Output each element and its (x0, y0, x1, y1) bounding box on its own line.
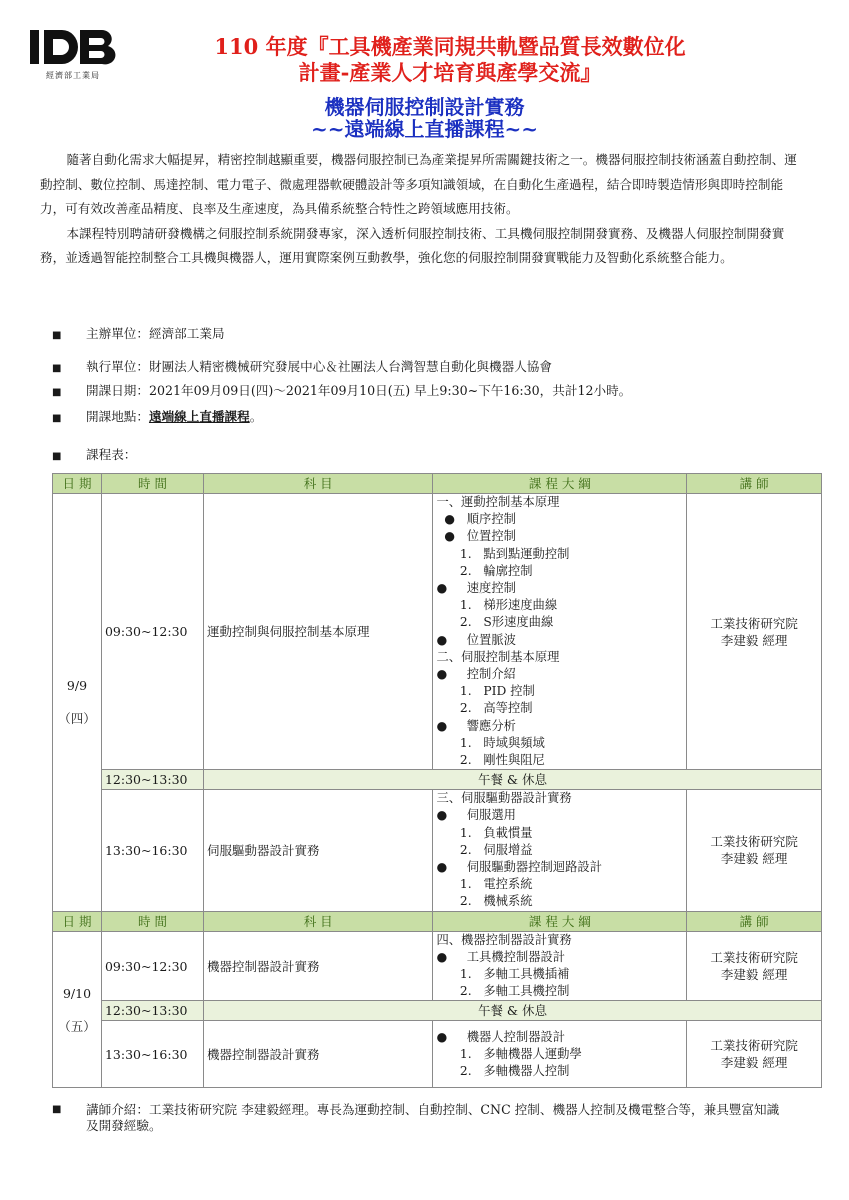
intro-paragraph-2: 本課程特別聘請研發機構之伺服控制系統開發專家，深入透析伺服控制技術、工具機伺服控制開發實務、及機器人伺服控制開發實務，並透過智能控制整合工具機與機器人，運用實際案例互動教學，強化您的伺服控制開發實戰能力及智動化系統整合能力。 (40, 225, 785, 265)
day1-date-cell (53, 494, 102, 912)
table-row (53, 1001, 822, 1021)
day1-s1-outline: 一、運動控制基本原理 ● 順序控制 ● 位置控制 1. 點到點運動控制 2. 輪廓控制 ● 速度控制 1. 梯形速度曲線 2. S形速度曲線 ● 位置脈波 二、伺服控制基本原理 ● 控制介紹 1. PID 控制 2. 高等控制 ● 響應分析 1. 時域與頻域 2. 剛性與阻尼 (433, 494, 687, 770)
day1-lunch-label: 午餐 & 休息 (203, 770, 821, 790)
organizer-line (52, 325, 812, 345)
location-suffix: 。 (249, 409, 263, 424)
bullet-square-icon: ■ (52, 387, 62, 398)
bullet-square-icon: ■ (52, 451, 62, 462)
schedule-label: 課程表： (86, 447, 137, 462)
lecturer-org: 工業技術研究院 (710, 1038, 798, 1054)
day1-date: 9/9 (66, 678, 88, 694)
header-outline: 課 程 大 綱 (433, 474, 687, 494)
day1-s2-time: 13:30~16:30 (101, 790, 203, 911)
lecturer-name: 李建毅 經理 (720, 1055, 788, 1071)
executor-text: 執行單位：財團法人精密機械研究發展中心＆社團法人台灣智慧自動化與機器人協會 (86, 359, 552, 374)
executor-line (52, 358, 812, 378)
header-lecturer: 講 師 (687, 474, 822, 494)
header-subject: 科 目 (203, 474, 433, 494)
bullet-square-icon: ■ (52, 363, 62, 374)
table-row (53, 931, 822, 1001)
day1-s1-time: 09:30~12:30 (101, 494, 203, 770)
course-title (0, 96, 849, 140)
idb-logo-mark (28, 18, 120, 68)
day1-s2-outline: 三、伺服驅動器設計實務 ● 伺服選用 1. 負載慣量 2. 伺服增益 ● 伺服驅動器控制迴路設計 1. 電控系統 2. 機械系統 (433, 790, 687, 911)
day2-s1-outline: 四、機器控制器設計實務 ● 工具機控制器設計 1. 多軸工具機插補 2. 多軸工具機控制 (433, 931, 687, 1001)
table-header-row (53, 911, 822, 931)
lecturer-introduction (52, 1102, 792, 1134)
day1-s2-subject: 伺服驅動器設計實務 (203, 790, 433, 911)
day1-weekday: （四） (58, 711, 96, 727)
day2-s1-time: 09:30~12:30 (101, 931, 203, 1001)
day2-lunch-time: 12:30~13:30 (101, 1001, 203, 1021)
table-row (53, 790, 822, 911)
location-value: 遠端線上直播課程 (148, 409, 250, 424)
lecturer-org: 工業技術研究院 (710, 615, 798, 631)
bullet-square-icon: ■ (52, 1104, 62, 1115)
day2-weekday: （五） (58, 1018, 96, 1034)
location-prefix: 開課地點： (86, 409, 149, 424)
lecturer-name: 李建毅 經理 (720, 632, 788, 648)
table-header-row (53, 474, 822, 494)
schedule-label-line (52, 446, 812, 466)
header-date: 日 期 (53, 474, 102, 494)
organizer-text: 主辦單位：經濟部工業局 (86, 326, 225, 341)
course-title-subtitle: ~~遠端線上直播課程~~ (310, 117, 539, 141)
day2-s2-time: 13:30~16:30 (101, 1021, 203, 1088)
bullet-square-icon: ■ (52, 330, 62, 341)
header-subject: 科 目 (203, 911, 433, 931)
day2-s2-lecturer (687, 1021, 822, 1088)
table-row (53, 494, 822, 770)
header-time: 時 間 (101, 474, 203, 494)
day2-s1-subject: 機器控制器設計實務 (203, 931, 433, 1001)
program-title-line2: 計畫-產業人才培育與產學交流』 (298, 60, 602, 85)
program-title-line1: 110 年度『工具機產業同規共軌暨品質長效數位化 (214, 34, 686, 59)
course-introduction (40, 148, 808, 271)
lecturer-name: 李建毅 經理 (720, 967, 788, 983)
lecturer-org: 工業技術研究院 (710, 834, 798, 850)
dates-text: 開課日期：2021年09月09日(四)～2021年09月10日(五) 早上9:30~下午16:30，共計12小時。 (86, 383, 632, 398)
day1-lunch-time: 12:30~13:30 (101, 770, 203, 790)
day2-s1-lecturer (687, 931, 822, 1001)
header-lecturer: 講 師 (687, 911, 822, 931)
dates-line (52, 382, 812, 402)
intro-paragraph-1: 隨著自動化需求大幅提昇，精密控制越顯重要，機器伺服控制已為產業提昇所需關鍵技術之一。機器伺服控制技術涵蓋自動控制、運動控制、數位控制、馬達控制、電力電子、微處理器軟硬體設計等多項知識領域，在自動化生產過程，結合即時製造情形與即時控制能力，可有效改善產品精度、良率及生產速度，為具備系統整合特性之跨領域應用技術。 (40, 152, 797, 216)
day1-s1-lecturer (687, 494, 822, 770)
lecturer-introduction-text: 講師介紹：工業技術研究院 李建毅經理。專長為運動控制、自動控制、CNC 控制、機器人控制及機電整合等，兼具豐富知識及開發經驗。 (86, 1102, 780, 1133)
table-row (53, 1021, 822, 1088)
table-row (53, 770, 822, 790)
day2-date-cell (53, 931, 102, 1088)
day2-date: 9/10 (62, 985, 92, 1001)
program-title (120, 34, 780, 86)
day2-s2-subject: 機器控制器設計實務 (203, 1021, 433, 1088)
location-line (52, 408, 812, 428)
day2-s2-outline: ● 機器人控制器設計 1. 多軸機器人運動學 2. 多軸機器人控制 (433, 1021, 687, 1088)
logo-caption: 經濟部工業局 (46, 71, 100, 80)
header-time: 時 間 (101, 911, 203, 931)
day2-lunch-label: 午餐 & 休息 (203, 1001, 821, 1021)
bullet-square-icon: ■ (52, 413, 62, 424)
course-title-main: 機器伺服控制設計實務 (324, 95, 525, 119)
schedule-table (52, 473, 822, 1088)
day1-s2-lecturer (687, 790, 822, 911)
header-outline: 課 程 大 綱 (433, 911, 687, 931)
day1-s1-subject: 運動控制與伺服控制基本原理 (203, 494, 433, 770)
header-date: 日 期 (53, 911, 102, 931)
lecturer-name: 李建毅 經理 (720, 851, 788, 867)
lecturer-org: 工業技術研究院 (710, 950, 798, 966)
